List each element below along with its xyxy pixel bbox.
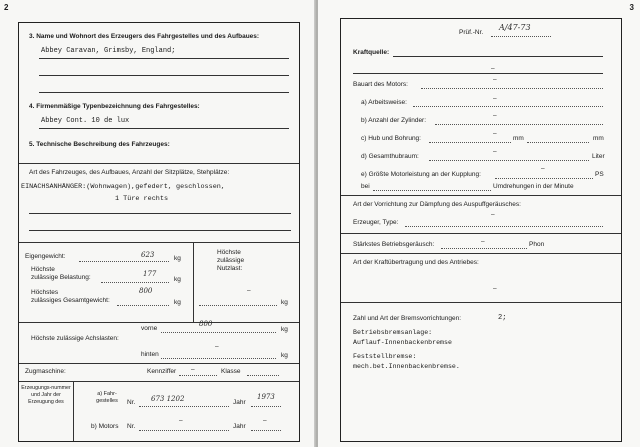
kraftquelle-value: – <box>491 65 495 72</box>
pruef-value: A/47-73 <box>499 23 531 32</box>
vorne-label: vorne <box>141 325 158 332</box>
kraftuebertragung-value: – <box>493 285 497 292</box>
page-number-left: 2 <box>4 3 9 12</box>
auspuff-value: – <box>491 211 495 218</box>
fg-jahr-dots <box>251 406 281 407</box>
hubraum-dots <box>429 160 589 161</box>
leistung-label: e) Größte Motorleistung an der Kupplung: <box>361 171 481 178</box>
geraeusch-label: Stärkstes Betriebsgeräusch: <box>353 241 435 248</box>
hub-dots-2 <box>527 142 589 143</box>
umdrehungen-dots <box>373 190 491 191</box>
kraftquelle-line <box>393 56 603 57</box>
eigen-dots <box>79 261 169 262</box>
zylinder-dots <box>435 124 603 125</box>
s3-line-1 <box>39 58 289 59</box>
divider-motor <box>341 195 621 196</box>
vorne-dots <box>161 332 276 333</box>
klasse-label: Klasse <box>221 368 241 375</box>
s3-line-3 <box>39 92 289 93</box>
achs-label: Höchste zulässige Achslasten: <box>31 335 119 342</box>
hub-unit-2: mm <box>593 135 604 142</box>
erzeuger-label: Erzeuger, Type: <box>353 219 399 226</box>
eigen-unit: kg <box>174 255 181 262</box>
belastung-dots <box>101 282 169 283</box>
mot-jahr-value: – <box>263 417 267 424</box>
divider-art <box>19 242 299 243</box>
kraftquelle-line-2 <box>353 73 603 74</box>
hubraum-value: – <box>493 148 497 155</box>
zug-label: Zugmaschine: <box>25 368 66 375</box>
gesamt-dots <box>117 305 169 306</box>
fahrgestell-label: a) Fahr-gestelles <box>96 391 118 404</box>
nutzlast-label-3: Nutzlast: <box>217 265 243 272</box>
mot-nr-label: Nr. <box>127 423 136 430</box>
fg-nr-value: 673 1202 <box>151 395 185 403</box>
gesamt-unit: kg <box>174 299 181 306</box>
bremsen-label: Zahl und Art der Bremsvorrichtungen: <box>353 315 462 322</box>
vorne-unit: kg <box>281 326 288 333</box>
arbeitsweise-dots <box>413 106 603 107</box>
right-page <box>318 0 640 447</box>
s4-label: 4. Firmenmäßige Typenbezeichnung des Fahrgestelles: <box>29 103 200 110</box>
divider-achs <box>19 363 299 364</box>
page-number-right: 3 <box>629 3 634 12</box>
hub-value: – <box>493 130 497 137</box>
bremsen-line-1: Betriebsbremsanlage: <box>353 329 433 336</box>
hinten-dots <box>161 358 276 359</box>
bauart-label: Bauart des Motors: <box>353 81 408 88</box>
nutzlast-dots <box>199 305 277 306</box>
gesamt-label-1: Höchstes <box>31 289 59 296</box>
mot-nr-dots <box>139 430 229 431</box>
leistung-bei: bei <box>361 183 370 190</box>
bauart-dots <box>421 88 603 89</box>
hinten-label: hinten <box>141 351 159 358</box>
fg-jahr-label: Jahr <box>233 399 246 406</box>
klasse-dots <box>247 375 279 376</box>
eigen-value: 623 <box>141 251 155 259</box>
art-line-2: 1 Türe rechts <box>115 195 169 203</box>
divider-zug <box>19 381 299 382</box>
s4-value: Abbey Cont. 10 de lux <box>41 117 130 125</box>
mot-jahr-dots <box>251 430 281 431</box>
motor-label: b) Motors <box>91 423 119 430</box>
kraftquelle-label: Kraftquelle: <box>353 49 390 56</box>
zylinder-value: – <box>493 112 497 119</box>
kennziffer-dots <box>179 375 217 376</box>
left-form-frame <box>18 22 300 442</box>
bremsen-line-2: Auflauf-Innenbackenbremse <box>353 339 452 346</box>
hub-dots-1 <box>429 142 511 143</box>
vorne-value: 800 <box>199 320 213 328</box>
fg-jahr-value: 1973 <box>257 393 275 401</box>
divider-auspuff <box>341 233 621 234</box>
s3-label: 3. Name und Wohnort des Erzeugers des Fahrgestelles und des Aufbaues: <box>29 33 260 40</box>
fg-nr-label: Nr. <box>127 399 136 406</box>
kennziffer-label: Kennziffer <box>147 368 177 375</box>
leistung-value: – <box>541 165 545 172</box>
arbeitsweise-value: – <box>493 95 497 102</box>
s3-line-2 <box>39 75 289 76</box>
hub-label: c) Hub und Bohrung: <box>361 135 421 142</box>
nutzlast-value: – <box>247 287 251 294</box>
umdrehungen-label: Umdrehungen in der Minute <box>493 183 574 190</box>
gesamt-label-2: zulässiges Gesamtgewicht: <box>31 297 110 304</box>
hub-unit-1: mm <box>513 135 524 142</box>
geraeusch-value: – <box>481 238 485 245</box>
s4-line <box>39 128 289 129</box>
mot-jahr-label: Jahr <box>233 423 246 430</box>
fg-nr-dots <box>139 406 229 407</box>
auspuff-label: Art der Vorrichtung zur Dämpfung des Auspuffgeräusches: <box>353 201 521 208</box>
left-page <box>0 0 316 447</box>
hinten-unit: kg <box>281 352 288 359</box>
weights-vdivider <box>193 242 194 322</box>
eigen-label: Eigengewicht: <box>25 253 66 260</box>
erz-vdivider <box>73 381 74 441</box>
geraeusch-unit: Phon <box>529 241 545 248</box>
zylinder-label: b) Anzahl der Zylinder: <box>361 117 427 124</box>
divider-kraftuebertragung <box>341 302 621 303</box>
bremsen-count: 2; <box>498 314 507 322</box>
pruef-label: Prüf.-Nr. <box>459 29 484 36</box>
bremsen-line-3: Feststellbremse: <box>353 353 417 360</box>
geraeusch-dots <box>441 248 527 249</box>
art-line-3 <box>29 213 291 214</box>
pruef-dots <box>491 36 551 37</box>
s3-value: Abbey Caravan, Grimsby, England; <box>41 47 176 55</box>
hinten-value: – <box>215 343 219 350</box>
divider-weights <box>19 322 299 323</box>
mot-nr-value: – <box>179 417 183 424</box>
bremsen-line-4: mech.bet.Innenbackenbremse. <box>353 363 460 370</box>
belastung-unit: kg <box>174 276 181 283</box>
gesamt-value: 800 <box>139 287 153 295</box>
divider-s5 <box>19 163 299 164</box>
erzeuger-dots <box>405 226 603 227</box>
arbeitsweise-label: a) Arbeitsweise: <box>361 99 407 106</box>
art-line-4 <box>29 230 291 231</box>
hubraum-unit: Liter <box>592 153 605 160</box>
right-form-frame <box>340 18 622 442</box>
zug-value: – <box>191 366 195 373</box>
s5-label: 5. Technische Beschreibung des Fahrzeuges: <box>29 141 170 148</box>
bauart-value: – <box>493 76 497 83</box>
belastung-value: 177 <box>143 270 157 278</box>
hubraum-label: d) Gesamthubraum: <box>361 153 419 160</box>
leistung-dots <box>495 178 593 179</box>
nutzlast-unit: kg <box>281 299 288 306</box>
art-label: Art des Fahrzeuges, des Aufbaues, Anzahl der Sitzplätze, Stehplätze: <box>29 169 230 176</box>
leistung-unit: PS <box>595 171 604 178</box>
belastung-label-1: Höchste <box>31 266 55 273</box>
erz-label: Erzeugungs-nummer und Jahr der Erzeugung des <box>21 385 71 405</box>
art-line-1: EINACHSANHÄNGER:(Wohnwagen),gefedert, geschlossen, <box>21 183 225 191</box>
kraftuebertragung-label: Art der Kraftübertragung und des Antriebes: <box>353 259 479 266</box>
belastung-label-2: zulässige Belastung: <box>31 274 91 281</box>
nutzlast-label-2: zulässige <box>217 257 245 264</box>
divider-geraeusch <box>341 253 621 254</box>
nutzlast-label-1: Höchste <box>217 249 241 256</box>
